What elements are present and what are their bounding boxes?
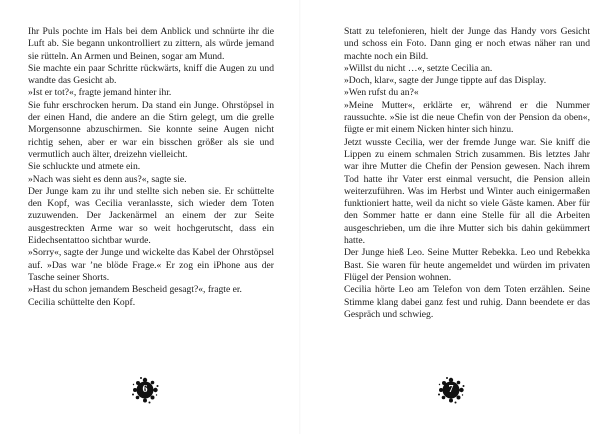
page-number: 7 [448,384,454,395]
paragraph: »Meine Mutter«, erklärte er, während er die Nummer raussuchte. »Sie ist die neue Chefin von der Pension da oben«, fügte er mit einem Nicken hinter sich hinzu. [344,99,590,136]
paragraph: Cecilia hörte Leo am Telefon von dem Toten erzählen. Seine Stimme klang dabei ganz fest und ruhig. Dann beendete er das Gespräch und schwieg. [344,284,590,320]
paragraph: Der Junge kam zu ihr und stellte sich neben sie. Er schüttelte den Kopf, was Cecilia veranlasste, sich wieder dem Toten zuzuwenden. Der Jackenärmel an einem der zur Seite ausgestreckten Arme war so weit hochgerutscht, dass ein Eidechsentattoo sichtbar wurde. [28,185,274,247]
paragraph: »Wen rufst du an?« [344,87,419,99]
page-number-badge [436,375,466,405]
paragraph: Statt zu telefonieren, hielt der Junge das Handy vors Gesicht und schoss ein Foto. Dann ging er noch etwas näher ran und machte noch ein Bild. [344,26,590,62]
paragraph: »Doch, klar«, sagte der Junge tippte auf das Display. [344,75,547,87]
right-page [300,0,600,434]
paragraph: »Nach was sieht es denn aus?«, sagte sie. [28,173,187,185]
right-page-text [344,26,590,321]
paragraph: Cecilia schüttelte den Kopf. [28,296,136,308]
paragraph: Der Junge hieß Leo. Seine Mutter Rebekka. Leo und Rebekka Bast. Sie waren für heute angemeldet und würden im privaten Flügel der Pension wohnen. [344,247,590,283]
paragraph: Sie machte ein paar Schritte rückwärts, kniff die Augen zu und wandte das Gesicht ab. [28,62,274,87]
paragraph: »Sorry«, sagte der Junge und wickelte das Kabel der Ohrstöpsel auf. »Das war ’ne blöde Frage.« Er zog ein iPhone aus der Tasche seiner Shorts. [28,247,274,283]
paragraph: »Hast du schon jemandem Bescheid gesagt?«, fragte er. [28,284,242,296]
paragraph: Ihr Puls pochte im Hals bei dem Anblick und schnürte ihr die Luft ab. Sie begann unkontrolliert zu zittern, als würde jemand sie rütteln. An Armen und Beinen, sogar am Mund. [28,26,274,62]
paragraph: Sie schluckte und atmete ein. [28,161,141,173]
page-number: 6 [142,384,148,395]
paragraph: Jetzt wusste Cecilia, wer der fremde Junge war. Sie kniff die Lippen zu einem schmalen Strich zusammen. Bis letztes Jahr war ihre Mutter die Chefin der Pension gewesen. Nach ihrem Tod hatte ihr Vater erst einmal versucht, die Pension allein weiterzuführen. Was im Herbst und Winter auch einigermaßen funktioniert hatte, weil da nicht so viele Gäste kamen. Aber für den Sommer hatte er dann eine Stelle für all die Arbeiten ausgeschrieben, um die ihre Mutter sich bis dahin gekümmert hatte. [344,136,590,247]
paragraph: »Ist er tot?«, fragte jemand hinter ihr. [28,87,172,99]
left-page-text [28,26,274,309]
paragraph: Sie fuhr erschrocken herum. Da stand ein Junge. Ohrstöpsel in der einen Hand, die andere an die Stirn gelegt, um die grelle Morgensonne abzuschirmen. Sie konnte seine Augen nicht richtig sehen, aber er war ein bisschen größer als sie und vermutlich auch älter, dreizehn vielleicht. [28,99,274,160]
page-number-badge [130,375,160,405]
paragraph: »Willst du nicht …«, setzte Cecilia an. [344,62,493,74]
